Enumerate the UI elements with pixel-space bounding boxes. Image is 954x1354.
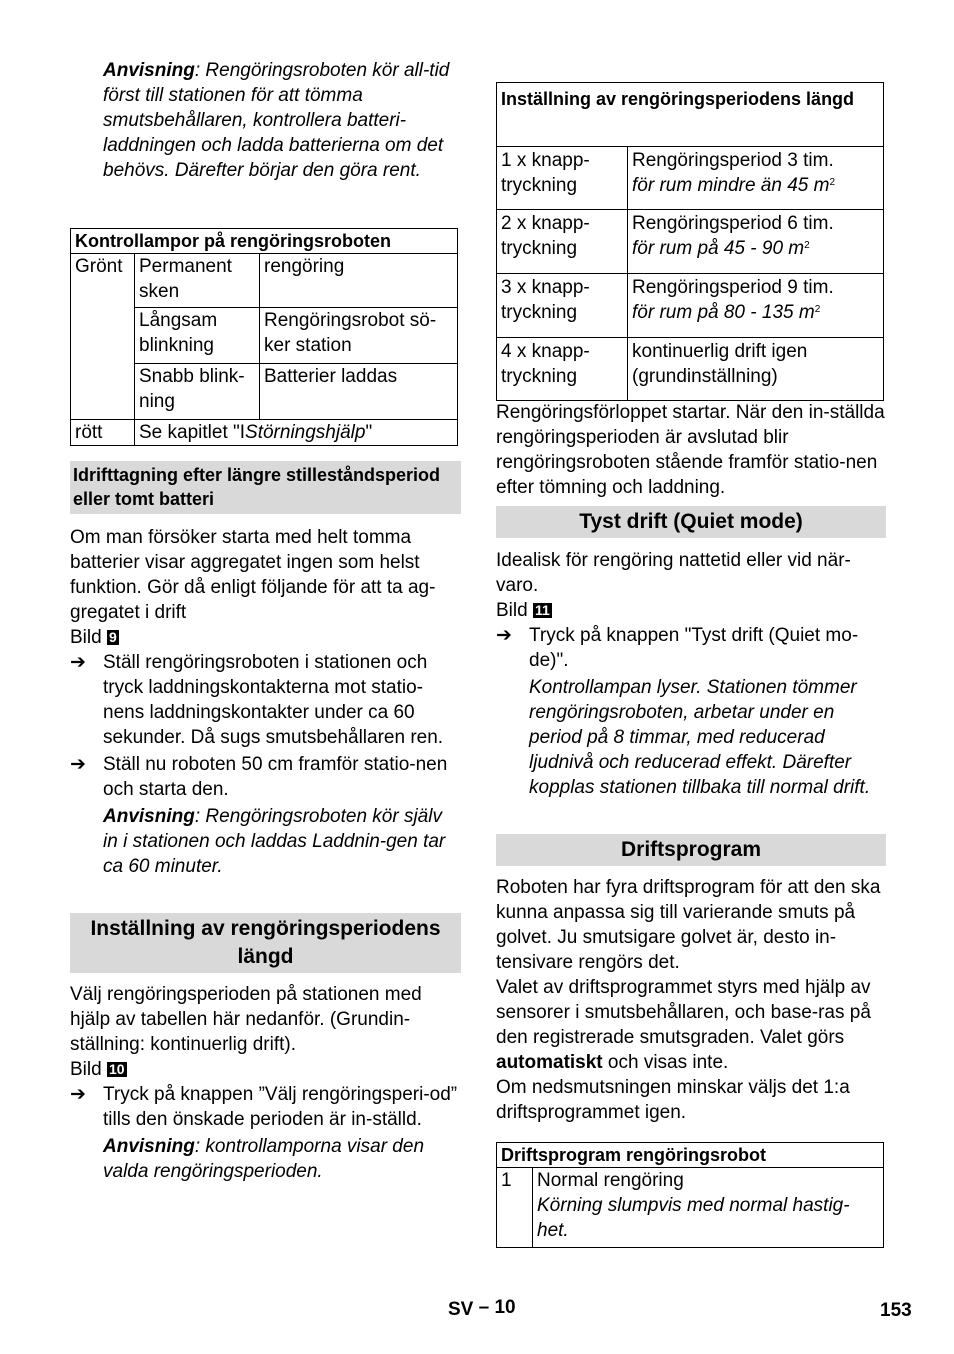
- page-number: 153: [880, 1300, 912, 1321]
- program-number: 1: [497, 1168, 533, 1248]
- program-desc: Normal rengöring Körning slumpvis med normal hastig-het.: [533, 1168, 884, 1248]
- paragraph: Roboten har fyra driftsprogram för att den ska kunna anpassa sig till varierande smuts på golvet. Ju smutsigare golvet är, desto in-tensivare rengörs det.: [496, 877, 881, 973]
- list-item: ➔ Ställ rengöringsroboten i stationen och tryck laddningskontakterna mot statio-nens laddningskontakter under ca 60 sekunder. Då sugs smutsbehållaren ren.: [70, 652, 444, 748]
- paragraph: Om man försöker starta med helt tomma batterier visar aggregatet ingen som helst funktion. Gör då enligt följande för att ta ag-gregatet i drift: [70, 527, 436, 623]
- section-heading-quiet: Tyst drift (Quiet mode): [496, 506, 886, 538]
- lamp-meaning: rengöring: [260, 254, 458, 308]
- period-desc: Rengöringsperiod 6 tim. för rum på 45 - 90 $m^2$: [628, 210, 884, 274]
- section-heading-startup: Idrifttagning efter längre stilleståndsperiod eller tomt batteri: [70, 461, 461, 514]
- press-count: 3 x knapp-tryckning: [497, 274, 628, 338]
- lamp-red-text: Se kapitlet "IStörningshjälp": [135, 420, 458, 446]
- paragraph: Idealisk för rengöring nattetid eller vid när-varo.: [496, 550, 851, 596]
- paragraph: Om nedsmutsningen minskar väljs det 1:a driftsprogrammet igen.: [496, 1077, 850, 1123]
- lamps-table: [70, 228, 458, 446]
- list-item: ➔ Tryck på knappen ”Välj rengöringsperi-od” tills den önskade perioden är in-ställd.: [70, 1084, 458, 1130]
- figure-number-badge: 11: [534, 602, 550, 618]
- lamps-table-title: Kontrollampor på rengöringsroboten: [71, 229, 458, 254]
- arrow-right-icon: ➔: [496, 625, 512, 646]
- note-1: [103, 58, 463, 183]
- period-desc: Rengöringsperiod 3 tim. för rum mindre än 45 $m^2$: [628, 147, 884, 210]
- lamp-color-green: Grönt: [71, 254, 135, 420]
- program-table-title: Driftsprogram rengöringsrobot: [497, 1143, 884, 1168]
- period-desc: Rengöringsperiod 9 tim. för rum på 80 - 135 $m^2$: [628, 274, 884, 338]
- note-3: Anvisning: kontrollamporna visar den valda rengöringsperioden.: [103, 1136, 425, 1182]
- programs-body: [496, 875, 886, 1125]
- lamp-color-red: rött: [71, 420, 135, 446]
- section-heading-period: Inställning av rengöringsperiodens längd: [70, 913, 461, 973]
- arrow-right-icon: ➔: [70, 754, 86, 775]
- arrow-right-icon: ➔: [70, 1084, 86, 1105]
- lamp-state: Långsam blinkning: [135, 308, 260, 364]
- press-count: 4 x knapp-tryckning: [497, 338, 628, 401]
- quiet-note: Kontrollampan lyser. Stationen tömmer rengöringsroboten, arbetar under en period på 8 timmar, med reducerad ljudnivå och reducerad effekt. Därefter kopplas stationen tillbaka till normal drift.: [529, 677, 871, 798]
- startup-body: [70, 525, 461, 879]
- period-table: [496, 82, 884, 401]
- period-table-title: Inställning av rengöringsperiodens längd: [497, 83, 884, 147]
- figure-ref: Bild 10: [70, 1059, 125, 1080]
- paragraph: Rengöringsförloppet startar. När den in-ställda rengöringsperioden är avslutad blir rengöringsroboten stående framför statio-nen efter tömning och laddning.: [496, 402, 885, 498]
- figure-ref: Bild 9: [70, 627, 117, 648]
- list-item: ➔ Tryck på knappen "Tyst drift (Quiet mo-de)".: [496, 625, 859, 671]
- figure-ref: Bild 11: [496, 600, 550, 621]
- paragraph: Valet av driftsprogrammet styrs med hjälp av sensorer i smutsbehållaren, och base-ras på den registrerade smutsgraden. Valet görs automatiskt och visas inte.: [496, 977, 871, 1073]
- section-heading-programs: Driftsprogram: [496, 834, 886, 866]
- note-2: Anvisning: Rengöringsroboten kör själv in i stationen och laddas Laddnin-gen tar ca 60 minuter.: [103, 806, 446, 877]
- program-table: [496, 1142, 884, 1248]
- period-body: [70, 982, 461, 1184]
- footer-language-page: SV – 10: [448, 1297, 516, 1320]
- paragraph: Välj rengöringsperioden på stationen med hjälp av tabellen här nedanför. (Grundin-ställning: kontinuerlig drift).: [70, 984, 422, 1055]
- quiet-body: [496, 548, 886, 800]
- figure-number-badge: 10: [108, 1061, 125, 1077]
- arrow-right-icon: ➔: [70, 652, 86, 673]
- period-desc: kontinuerlig drift igen (grundinställning): [628, 338, 884, 401]
- lamp-state: Permanent sken: [135, 254, 260, 308]
- figure-number-badge: 9: [108, 629, 117, 645]
- lamp-state: Snabb blink-ning: [135, 364, 260, 420]
- lamp-meaning: Batterier laddas: [260, 364, 458, 420]
- list-item: ➔ Ställ nu roboten 50 cm framför statio-nen och starta den.: [70, 754, 448, 800]
- note-label: Anvisning: [103, 60, 195, 81]
- note-text: : Rengöringsroboten kör all-tid först till stationen för att tömma smutsbehållaren, kontrollera batteri-laddningen och ladda batterierna om det behövs. Därefter börjar den göra rent.: [103, 60, 450, 181]
- press-count: 1 x knapp-tryckning: [497, 147, 628, 210]
- press-count: 2 x knapp-tryckning: [497, 210, 628, 274]
- lamp-meaning: Rengöringsrobot sö-ker station: [260, 308, 458, 364]
